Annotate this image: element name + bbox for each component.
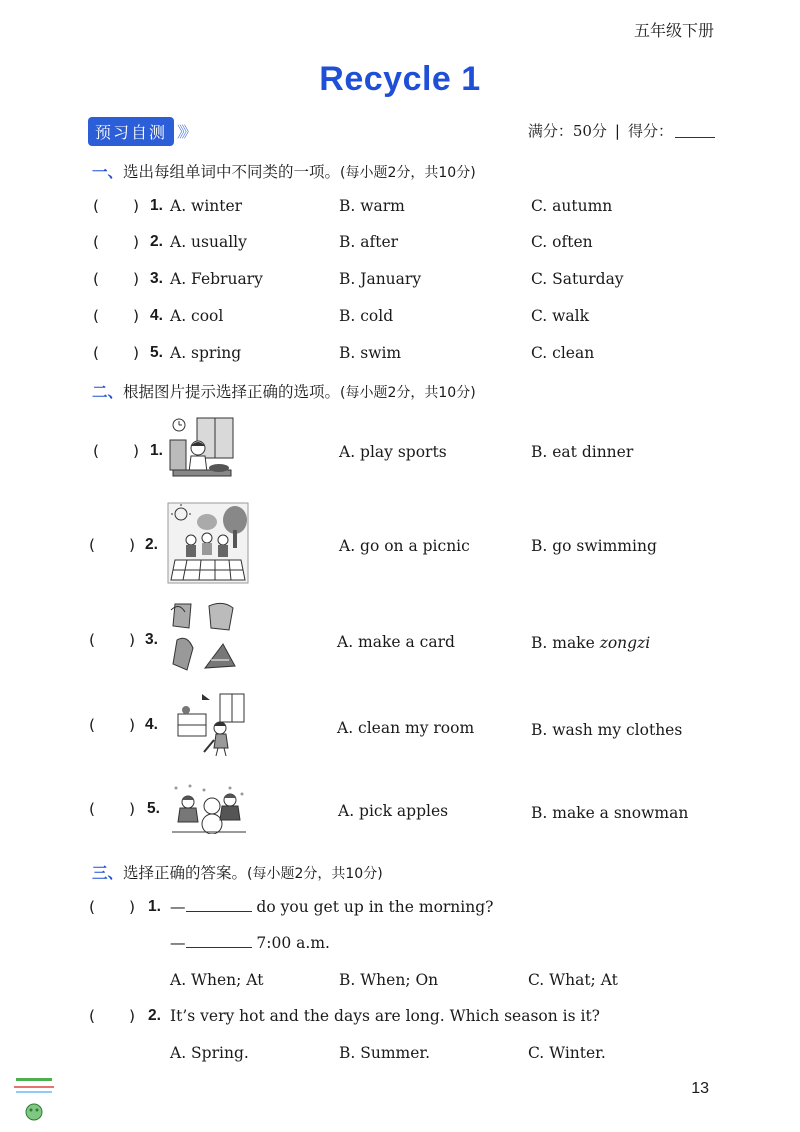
score-label: 得分： <box>627 122 673 140</box>
dash: — <box>170 898 186 916</box>
page-title: Recycle 1 <box>319 60 481 98</box>
making-zongzi-icon <box>167 600 239 674</box>
option-a: A. clean my room <box>337 719 475 737</box>
section-2-note: (每小题2分，共10分) <box>340 385 476 401</box>
option-c: C. walk <box>531 307 590 325</box>
option-b: B. wash my clothes <box>531 721 683 739</box>
question-number: 4. <box>150 307 163 324</box>
option-c: C. Saturday <box>531 270 624 288</box>
answer-paren[interactable]: ( ) <box>89 716 135 734</box>
question-1-line-1 <box>170 898 493 916</box>
kids-making-snowman-icon <box>170 782 248 834</box>
question-number: 1. <box>148 898 161 915</box>
question-2-text: It’s very hot and the days are long. Which season is it? <box>170 1007 600 1025</box>
question-number: 1. <box>150 197 163 214</box>
question-number: 4. <box>145 716 158 733</box>
section-3-number: 三、 <box>92 864 124 882</box>
question-1-answer-text: 7:00 a.m. <box>251 934 330 952</box>
section-3-note: (每小题2分，共10分) <box>247 866 383 882</box>
section-2-heading <box>92 380 476 402</box>
option-b: B. Summer. <box>339 1044 431 1062</box>
chevron-right-icon: 》》 <box>177 123 194 141</box>
badge-label: 预习自测 <box>88 117 174 146</box>
page-number: 13 <box>691 1080 709 1097</box>
section-1-number: 一、 <box>92 163 124 181</box>
option-a: A. play sports <box>339 443 447 461</box>
section-3-instruction: 选择正确的答案。 <box>123 864 248 882</box>
answer-paren[interactable]: ( ) <box>93 307 139 325</box>
option-b: B. swim <box>339 344 402 362</box>
option-b: B. eat dinner <box>531 443 634 461</box>
section-2-instruction: 根据图片提示选择正确的选项。 <box>123 383 341 401</box>
question-number: 3. <box>145 631 158 648</box>
answer-paren[interactable]: ( ) <box>93 197 139 215</box>
option-a: A. winter <box>170 197 243 215</box>
option-b: B. January <box>339 270 422 288</box>
option-a: A. cool <box>170 307 224 325</box>
section-1-instruction: 选出每组单词中不同类的一项。 <box>123 163 341 181</box>
answer-paren[interactable]: ( ) <box>89 631 135 649</box>
question-number: 3. <box>150 270 163 287</box>
option-c: C. Winter. <box>528 1044 606 1062</box>
option-b: B. go swimming <box>531 537 657 555</box>
fill-blank-2[interactable] <box>186 935 252 948</box>
full-score-label: 满分：50分 <box>527 122 607 140</box>
option-b: B. When; On <box>339 971 439 989</box>
option-a: A. Spring. <box>170 1044 249 1062</box>
option-b-prefix: B. make <box>531 634 600 652</box>
question-number: 1. <box>150 442 163 459</box>
fill-blank-1[interactable] <box>186 899 252 912</box>
score-separator: | <box>614 121 620 140</box>
option-b: B. after <box>339 233 399 251</box>
option-a: A. February <box>170 270 263 288</box>
option-a: A. spring <box>170 344 242 362</box>
publisher-logo-icon <box>12 1076 58 1130</box>
grade-label: 五年级下册 <box>633 21 714 40</box>
family-picnic-icon <box>167 502 249 584</box>
option-a: A. make a card <box>337 633 455 651</box>
girl-cleaning-room-icon <box>172 690 248 756</box>
question-number: 2. <box>150 233 163 250</box>
score-blank[interactable] <box>675 123 715 138</box>
answer-paren[interactable]: ( ) <box>89 536 135 554</box>
option-c: C. often <box>531 233 593 251</box>
answer-paren[interactable]: ( ) <box>93 270 139 288</box>
dash: — <box>170 934 186 952</box>
option-c: C. clean <box>531 344 595 362</box>
question-1-line-2 <box>170 934 330 952</box>
option-b: B. make a snowman <box>531 804 689 822</box>
boy-eating-dinner-icon <box>167 416 235 482</box>
option-a: A. When; At <box>170 971 264 989</box>
option-c: C. What; At <box>528 971 618 989</box>
option-a: A. go on a picnic <box>339 537 470 555</box>
answer-paren[interactable]: ( ) <box>89 1007 135 1025</box>
section-3-heading <box>92 861 383 883</box>
option-b <box>531 634 650 652</box>
section-2-number: 二、 <box>92 383 124 401</box>
question-number: 5. <box>150 344 163 361</box>
option-a: A. usually <box>170 233 247 251</box>
answer-paren[interactable]: ( ) <box>93 442 139 460</box>
option-c: C. autumn <box>531 197 613 215</box>
question-number: 2. <box>148 1007 161 1024</box>
section-1-heading <box>92 160 476 182</box>
option-b: B. warm <box>339 197 405 215</box>
question-number: 5. <box>147 800 160 817</box>
option-b-italic: zongzi <box>599 634 651 652</box>
option-a: A. pick apples <box>338 802 449 820</box>
answer-paren[interactable]: ( ) <box>93 233 139 251</box>
answer-paren[interactable]: ( ) <box>93 344 139 362</box>
score-box <box>528 120 715 141</box>
preview-badge <box>88 117 194 146</box>
question-number: 2. <box>145 536 158 553</box>
answer-paren[interactable]: ( ) <box>89 898 135 916</box>
question-1-text: do you get up in the morning? <box>251 898 494 916</box>
option-b: B. cold <box>339 307 394 325</box>
section-1-note: (每小题2分，共10分) <box>340 165 476 181</box>
answer-paren[interactable]: ( ) <box>89 800 135 818</box>
